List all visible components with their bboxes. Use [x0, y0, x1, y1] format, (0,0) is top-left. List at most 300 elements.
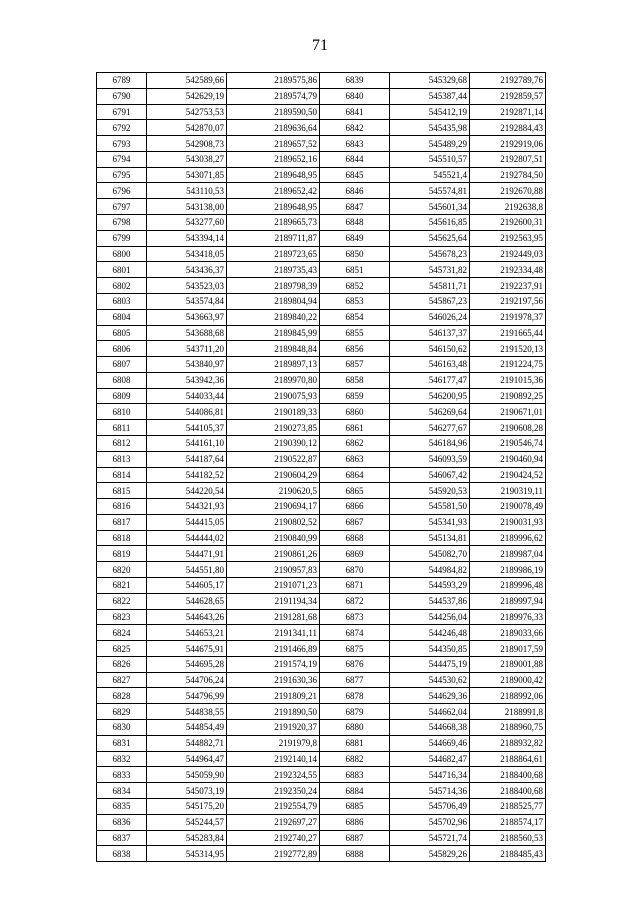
x-coordinate-cell: 544256,04 [390, 609, 470, 625]
table-row [97, 199, 546, 215]
point-id-cell: 6840 [320, 88, 390, 104]
x-coordinate-cell: 546026,24 [390, 309, 470, 325]
point-id-cell: 6829 [97, 704, 147, 720]
y-coordinate-cell: 2190273,85 [227, 420, 320, 436]
x-coordinate-cell: 546067,42 [390, 467, 470, 483]
point-id-cell: 6794 [97, 151, 147, 167]
x-coordinate-cell: 544682,47 [390, 751, 470, 767]
point-id-cell: 6810 [97, 404, 147, 420]
x-coordinate-cell: 545059,90 [147, 767, 227, 783]
y-coordinate-cell: 2189723,65 [227, 246, 320, 262]
x-coordinate-cell: 545625,64 [390, 230, 470, 246]
y-coordinate-cell: 2189987,04 [470, 546, 546, 562]
table-row [97, 530, 546, 546]
point-id-cell: 6790 [97, 88, 147, 104]
y-coordinate-cell: 2189735,43 [227, 262, 320, 278]
x-coordinate-cell: 544628,65 [147, 593, 227, 609]
y-coordinate-cell: 2189996,62 [470, 530, 546, 546]
y-coordinate-cell: 2191194,34 [227, 593, 320, 609]
x-coordinate-cell: 544033,44 [147, 388, 227, 404]
page-number: 71 [312, 37, 328, 54]
x-coordinate-cell: 543523,03 [147, 278, 227, 294]
x-coordinate-cell: 544350,85 [390, 641, 470, 657]
point-id-cell: 6876 [320, 656, 390, 672]
point-id-cell: 6848 [320, 215, 390, 231]
point-id-cell: 6820 [97, 562, 147, 578]
y-coordinate-cell: 2189017,59 [470, 641, 546, 657]
y-coordinate-cell: 2190390,12 [227, 435, 320, 451]
point-id-cell: 6833 [97, 767, 147, 783]
y-coordinate-cell: 2189657,52 [227, 136, 320, 152]
table-row [97, 404, 546, 420]
point-id-cell: 6825 [97, 641, 147, 657]
point-id-cell: 6871 [320, 578, 390, 594]
point-id-cell: 6822 [97, 593, 147, 609]
point-id-cell: 6867 [320, 514, 390, 530]
point-id-cell: 6882 [320, 751, 390, 767]
table-row [97, 767, 546, 783]
x-coordinate-cell: 545175,20 [147, 798, 227, 814]
point-id-cell: 6866 [320, 499, 390, 515]
x-coordinate-cell: 544669,46 [390, 735, 470, 751]
coordinates-table-body [97, 73, 546, 862]
x-coordinate-cell: 542870,07 [147, 120, 227, 136]
y-coordinate-cell: 2192772,89 [227, 846, 320, 862]
y-coordinate-cell: 2189840,22 [227, 309, 320, 325]
point-id-cell: 6878 [320, 688, 390, 704]
x-coordinate-cell: 545435,98 [390, 120, 470, 136]
table-row [97, 451, 546, 467]
point-id-cell: 6851 [320, 262, 390, 278]
point-id-cell: 6856 [320, 341, 390, 357]
table-row [97, 262, 546, 278]
y-coordinate-cell: 2189997,94 [470, 593, 546, 609]
table-row [97, 73, 546, 89]
x-coordinate-cell: 543711,20 [147, 341, 227, 357]
y-coordinate-cell: 2189575,86 [227, 73, 320, 89]
point-id-cell: 6797 [97, 199, 147, 215]
coordinates-table [96, 72, 546, 862]
point-id-cell: 6821 [97, 578, 147, 594]
table-row [97, 656, 546, 672]
x-coordinate-cell: 546163,48 [390, 357, 470, 373]
point-id-cell: 6798 [97, 215, 147, 231]
point-id-cell: 6883 [320, 767, 390, 783]
point-id-cell: 6801 [97, 262, 147, 278]
y-coordinate-cell: 2188960,75 [470, 720, 546, 736]
x-coordinate-cell: 544220,54 [147, 483, 227, 499]
x-coordinate-cell: 546277,67 [390, 420, 470, 436]
point-id-cell: 6789 [97, 73, 147, 89]
y-coordinate-cell: 2190802,52 [227, 514, 320, 530]
x-coordinate-cell: 544643,26 [147, 609, 227, 625]
table-row [97, 372, 546, 388]
y-coordinate-cell: 2190424,52 [470, 467, 546, 483]
y-coordinate-cell: 2191574,19 [227, 656, 320, 672]
point-id-cell: 6791 [97, 104, 147, 120]
table-row [97, 325, 546, 341]
table-row [97, 688, 546, 704]
y-coordinate-cell: 2190694,17 [227, 499, 320, 515]
y-coordinate-cell: 2191281,68 [227, 609, 320, 625]
table-row [97, 720, 546, 736]
point-id-cell: 6872 [320, 593, 390, 609]
table-row [97, 783, 546, 799]
x-coordinate-cell: 544662,04 [390, 704, 470, 720]
x-coordinate-cell: 543840,97 [147, 357, 227, 373]
x-coordinate-cell: 545510,57 [390, 151, 470, 167]
table-row [97, 641, 546, 657]
y-coordinate-cell: 2192449,03 [470, 246, 546, 262]
x-coordinate-cell: 545702,96 [390, 814, 470, 830]
x-coordinate-cell: 545134,81 [390, 530, 470, 546]
y-coordinate-cell: 2189711,87 [227, 230, 320, 246]
x-coordinate-cell: 546200,95 [390, 388, 470, 404]
point-id-cell: 6793 [97, 136, 147, 152]
table-row [97, 341, 546, 357]
y-coordinate-cell: 2190957,83 [227, 562, 320, 578]
point-id-cell: 6885 [320, 798, 390, 814]
point-id-cell: 6881 [320, 735, 390, 751]
y-coordinate-cell: 2191224,75 [470, 357, 546, 373]
y-coordinate-cell: 2189845,99 [227, 325, 320, 341]
point-id-cell: 6827 [97, 672, 147, 688]
point-id-cell: 6819 [97, 546, 147, 562]
point-id-cell: 6879 [320, 704, 390, 720]
point-id-cell: 6869 [320, 546, 390, 562]
y-coordinate-cell: 2190861,26 [227, 546, 320, 562]
table-row [97, 546, 546, 562]
x-coordinate-cell: 546093,59 [390, 451, 470, 467]
point-id-cell: 6843 [320, 136, 390, 152]
x-coordinate-cell: 544882,71 [147, 735, 227, 751]
x-coordinate-cell: 544629,36 [390, 688, 470, 704]
point-id-cell: 6859 [320, 388, 390, 404]
y-coordinate-cell: 2191979,8 [227, 735, 320, 751]
point-id-cell: 6830 [97, 720, 147, 736]
table-row [97, 814, 546, 830]
y-coordinate-cell: 2188991,8 [470, 704, 546, 720]
table-row [97, 435, 546, 451]
y-coordinate-cell: 2188400,68 [470, 783, 546, 799]
x-coordinate-cell: 545412,19 [390, 104, 470, 120]
table-row [97, 309, 546, 325]
point-id-cell: 6836 [97, 814, 147, 830]
point-id-cell: 6816 [97, 499, 147, 515]
table-row [97, 151, 546, 167]
point-id-cell: 6865 [320, 483, 390, 499]
x-coordinate-cell: 544796,99 [147, 688, 227, 704]
y-coordinate-cell: 2188864,61 [470, 751, 546, 767]
y-coordinate-cell: 2188574,17 [470, 814, 546, 830]
x-coordinate-cell: 544653,21 [147, 625, 227, 641]
y-coordinate-cell: 2189798,39 [227, 278, 320, 294]
x-coordinate-cell: 544593,29 [390, 578, 470, 594]
point-id-cell: 6886 [320, 814, 390, 830]
y-coordinate-cell: 2191890,50 [227, 704, 320, 720]
x-coordinate-cell: 545581,50 [390, 499, 470, 515]
x-coordinate-cell: 542908,73 [147, 136, 227, 152]
y-coordinate-cell: 2188485,43 [470, 846, 546, 862]
point-id-cell: 6809 [97, 388, 147, 404]
point-id-cell: 6799 [97, 230, 147, 246]
point-id-cell: 6803 [97, 293, 147, 309]
table-row [97, 293, 546, 309]
x-coordinate-cell: 544444,02 [147, 530, 227, 546]
x-coordinate-cell: 545244,57 [147, 814, 227, 830]
point-id-cell: 6862 [320, 435, 390, 451]
table-row [97, 483, 546, 499]
x-coordinate-cell: 542753,53 [147, 104, 227, 120]
x-coordinate-cell: 543277,60 [147, 215, 227, 231]
point-id-cell: 6844 [320, 151, 390, 167]
y-coordinate-cell: 2189574,79 [227, 88, 320, 104]
y-coordinate-cell: 2192638,8 [470, 199, 546, 215]
y-coordinate-cell: 2190604,29 [227, 467, 320, 483]
y-coordinate-cell: 2191978,37 [470, 309, 546, 325]
y-coordinate-cell: 2192871,14 [470, 104, 546, 120]
point-id-cell: 6868 [320, 530, 390, 546]
point-id-cell: 6861 [320, 420, 390, 436]
y-coordinate-cell: 2189648,95 [227, 199, 320, 215]
y-coordinate-cell: 2190546,74 [470, 435, 546, 451]
x-coordinate-cell: 544551,80 [147, 562, 227, 578]
x-coordinate-cell: 546150,62 [390, 341, 470, 357]
table-row [97, 830, 546, 846]
point-id-cell: 6792 [97, 120, 147, 136]
y-coordinate-cell: 2192324,55 [227, 767, 320, 783]
x-coordinate-cell: 545329,68 [390, 73, 470, 89]
x-coordinate-cell: 545073,19 [147, 783, 227, 799]
point-id-cell: 6831 [97, 735, 147, 751]
x-coordinate-cell: 544695,28 [147, 656, 227, 672]
x-coordinate-cell: 545678,23 [390, 246, 470, 262]
y-coordinate-cell: 2192884,43 [470, 120, 546, 136]
x-coordinate-cell: 545082,70 [390, 546, 470, 562]
point-id-cell: 6795 [97, 167, 147, 183]
point-id-cell: 6841 [320, 104, 390, 120]
y-coordinate-cell: 2189976,33 [470, 609, 546, 625]
table-row [97, 104, 546, 120]
y-coordinate-cell: 2188525,77 [470, 798, 546, 814]
x-coordinate-cell: 545489,29 [390, 136, 470, 152]
y-coordinate-cell: 2189996,48 [470, 578, 546, 594]
x-coordinate-cell: 544605,17 [147, 578, 227, 594]
x-coordinate-cell: 545721,74 [390, 830, 470, 846]
y-coordinate-cell: 2188560,53 [470, 830, 546, 846]
table-row [97, 388, 546, 404]
point-id-cell: 6835 [97, 798, 147, 814]
table-row [97, 704, 546, 720]
x-coordinate-cell: 543663,97 [147, 309, 227, 325]
point-id-cell: 6887 [320, 830, 390, 846]
y-coordinate-cell: 2189848,84 [227, 341, 320, 357]
point-id-cell: 6814 [97, 467, 147, 483]
point-id-cell: 6824 [97, 625, 147, 641]
table-row [97, 735, 546, 751]
point-id-cell: 6805 [97, 325, 147, 341]
point-id-cell: 6884 [320, 783, 390, 799]
y-coordinate-cell: 2192859,57 [470, 88, 546, 104]
x-coordinate-cell: 544530,62 [390, 672, 470, 688]
x-coordinate-cell: 545601,34 [390, 199, 470, 215]
x-coordinate-cell: 543038,27 [147, 151, 227, 167]
y-coordinate-cell: 2190608,28 [470, 420, 546, 436]
x-coordinate-cell: 543138,00 [147, 199, 227, 215]
y-coordinate-cell: 2190078,49 [470, 499, 546, 515]
y-coordinate-cell: 2190522,87 [227, 451, 320, 467]
y-coordinate-cell: 2188932,82 [470, 735, 546, 751]
x-coordinate-cell: 543688,68 [147, 325, 227, 341]
y-coordinate-cell: 2192197,56 [470, 293, 546, 309]
table-row [97, 672, 546, 688]
y-coordinate-cell: 2189652,42 [227, 183, 320, 199]
y-coordinate-cell: 2191665,44 [470, 325, 546, 341]
x-coordinate-cell: 545387,44 [390, 88, 470, 104]
y-coordinate-cell: 2189665,73 [227, 215, 320, 231]
point-id-cell: 6858 [320, 372, 390, 388]
x-coordinate-cell: 543394,14 [147, 230, 227, 246]
x-coordinate-cell: 544246,48 [390, 625, 470, 641]
table-row [97, 136, 546, 152]
x-coordinate-cell: 545920,53 [390, 483, 470, 499]
y-coordinate-cell: 2191920,37 [227, 720, 320, 736]
point-id-cell: 6815 [97, 483, 147, 499]
y-coordinate-cell: 2189033,66 [470, 625, 546, 641]
x-coordinate-cell: 545714,36 [390, 783, 470, 799]
y-coordinate-cell: 2190460,94 [470, 451, 546, 467]
y-coordinate-cell: 2192697,27 [227, 814, 320, 830]
y-coordinate-cell: 2192807,51 [470, 151, 546, 167]
y-coordinate-cell: 2192237,91 [470, 278, 546, 294]
x-coordinate-cell: 545616,85 [390, 215, 470, 231]
y-coordinate-cell: 2192350,24 [227, 783, 320, 799]
point-id-cell: 6837 [97, 830, 147, 846]
y-coordinate-cell: 2189000,42 [470, 672, 546, 688]
y-coordinate-cell: 2191071,23 [227, 578, 320, 594]
point-id-cell: 6828 [97, 688, 147, 704]
point-id-cell: 6846 [320, 183, 390, 199]
table-row [97, 625, 546, 641]
table-row [97, 420, 546, 436]
y-coordinate-cell: 2190840,99 [227, 530, 320, 546]
y-coordinate-cell: 2190189,33 [227, 404, 320, 420]
y-coordinate-cell: 2192140,14 [227, 751, 320, 767]
x-coordinate-cell: 545811,71 [390, 278, 470, 294]
point-id-cell: 6847 [320, 199, 390, 215]
x-coordinate-cell: 545706,49 [390, 798, 470, 814]
y-coordinate-cell: 2191630,36 [227, 672, 320, 688]
table-row [97, 467, 546, 483]
x-coordinate-cell: 542629,19 [147, 88, 227, 104]
x-coordinate-cell: 544675,91 [147, 641, 227, 657]
point-id-cell: 6807 [97, 357, 147, 373]
x-coordinate-cell: 546137,37 [390, 325, 470, 341]
x-coordinate-cell: 543942,36 [147, 372, 227, 388]
y-coordinate-cell: 2189001,88 [470, 656, 546, 672]
point-id-cell: 6850 [320, 246, 390, 262]
table-row [97, 120, 546, 136]
point-id-cell: 6854 [320, 309, 390, 325]
table-row [97, 609, 546, 625]
x-coordinate-cell: 544964,47 [147, 751, 227, 767]
x-coordinate-cell: 542589,66 [147, 73, 227, 89]
y-coordinate-cell: 2188400,68 [470, 767, 546, 783]
x-coordinate-cell: 544706,24 [147, 672, 227, 688]
x-coordinate-cell: 544415,05 [147, 514, 227, 530]
x-coordinate-cell: 545341,93 [390, 514, 470, 530]
table-row [97, 230, 546, 246]
point-id-cell: 6832 [97, 751, 147, 767]
point-id-cell: 6817 [97, 514, 147, 530]
y-coordinate-cell: 2192740,27 [227, 830, 320, 846]
x-coordinate-cell: 544716,34 [390, 767, 470, 783]
point-id-cell: 6823 [97, 609, 147, 625]
table-row [97, 562, 546, 578]
point-id-cell: 6855 [320, 325, 390, 341]
x-coordinate-cell: 545314,95 [147, 846, 227, 862]
point-id-cell: 6877 [320, 672, 390, 688]
x-coordinate-cell: 544086,81 [147, 404, 227, 420]
point-id-cell: 6864 [320, 467, 390, 483]
point-id-cell: 6839 [320, 73, 390, 89]
x-coordinate-cell: 545283,84 [147, 830, 227, 846]
y-coordinate-cell: 2189970,80 [227, 372, 320, 388]
point-id-cell: 6863 [320, 451, 390, 467]
x-coordinate-cell: 544105,37 [147, 420, 227, 436]
x-coordinate-cell: 544668,38 [390, 720, 470, 736]
y-coordinate-cell: 2190031,93 [470, 514, 546, 530]
y-coordinate-cell: 2189590,50 [227, 104, 320, 120]
point-id-cell: 6880 [320, 720, 390, 736]
x-coordinate-cell: 544475,19 [390, 656, 470, 672]
x-coordinate-cell: 543418,05 [147, 246, 227, 262]
x-coordinate-cell: 544321,93 [147, 499, 227, 515]
y-coordinate-cell: 2191015,36 [470, 372, 546, 388]
y-coordinate-cell: 2192600,31 [470, 215, 546, 231]
point-id-cell: 6870 [320, 562, 390, 578]
point-id-cell: 6845 [320, 167, 390, 183]
y-coordinate-cell: 2190671,01 [470, 404, 546, 420]
x-coordinate-cell: 545867,23 [390, 293, 470, 309]
point-id-cell: 6804 [97, 309, 147, 325]
point-id-cell: 6842 [320, 120, 390, 136]
point-id-cell: 6800 [97, 246, 147, 262]
x-coordinate-cell: 545731,82 [390, 262, 470, 278]
point-id-cell: 6888 [320, 846, 390, 862]
table-row [97, 215, 546, 231]
table-row [97, 593, 546, 609]
point-id-cell: 6806 [97, 341, 147, 357]
point-id-cell: 6812 [97, 435, 147, 451]
table-row [97, 246, 546, 262]
x-coordinate-cell: 544838,55 [147, 704, 227, 720]
table-row [97, 167, 546, 183]
point-id-cell: 6811 [97, 420, 147, 436]
table-row [97, 88, 546, 104]
y-coordinate-cell: 2192334,48 [470, 262, 546, 278]
table-row [97, 514, 546, 530]
y-coordinate-cell: 2191341,11 [227, 625, 320, 641]
table-row [97, 499, 546, 515]
x-coordinate-cell: 544854,49 [147, 720, 227, 736]
x-coordinate-cell: 546177,47 [390, 372, 470, 388]
y-coordinate-cell: 2192670,88 [470, 183, 546, 199]
y-coordinate-cell: 2192784,50 [470, 167, 546, 183]
x-coordinate-cell: 545829,26 [390, 846, 470, 862]
y-coordinate-cell: 2188992,06 [470, 688, 546, 704]
point-id-cell: 6796 [97, 183, 147, 199]
